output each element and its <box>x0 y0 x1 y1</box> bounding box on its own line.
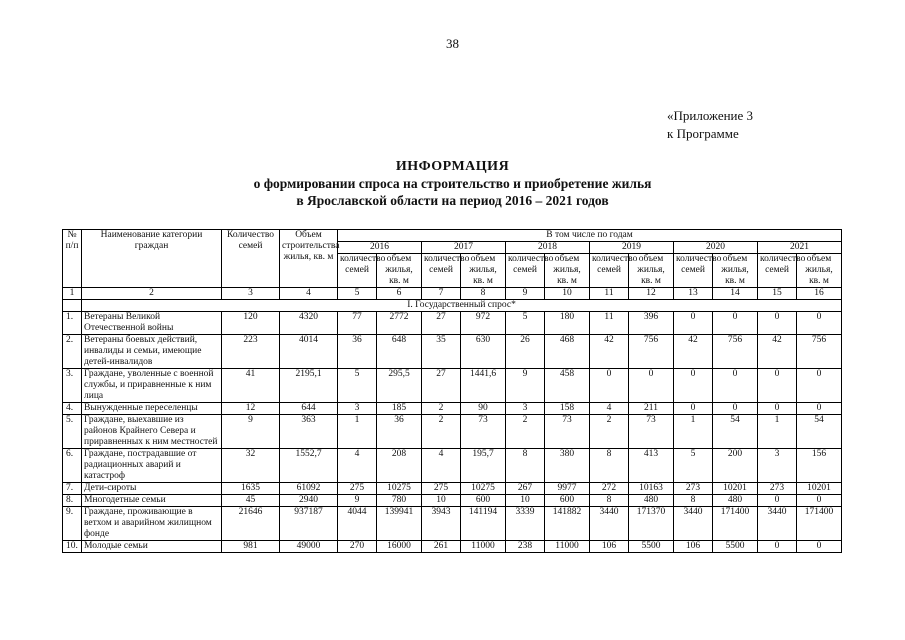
year-volume: 36 <box>377 415 422 449</box>
year-families: 238 <box>506 541 545 553</box>
year-families: 27 <box>422 369 461 403</box>
column-number: 13 <box>674 288 713 300</box>
year-volume: 54 <box>797 415 842 449</box>
sub-header-families: количество семей <box>506 254 545 288</box>
table-row <box>63 483 842 495</box>
row-families: 120 <box>222 312 280 335</box>
year-families: 2 <box>422 403 461 415</box>
row-category: Граждане, уволенные с военной службы, и приравненные к ним лица <box>82 369 222 403</box>
year-volume: 10201 <box>797 483 842 495</box>
appendix-line-2: к Программе <box>667 126 739 141</box>
row-category: Ветераны Великой Отечественной войны <box>82 312 222 335</box>
year-families: 8 <box>506 449 545 483</box>
row-number: 5. <box>63 415 82 449</box>
column-number: 12 <box>629 288 674 300</box>
year-families: 267 <box>506 483 545 495</box>
year-families: 5 <box>338 369 377 403</box>
appendix-note <box>667 107 753 143</box>
column-number: 1 <box>63 288 82 300</box>
row-families: 41 <box>222 369 280 403</box>
year-families: 3440 <box>758 507 797 541</box>
column-number: 14 <box>713 288 758 300</box>
column-number: 10 <box>545 288 590 300</box>
year-volume: 0 <box>713 403 758 415</box>
year-volume: 11000 <box>461 541 506 553</box>
year-families: 0 <box>758 312 797 335</box>
row-category: Вынужденные переселенцы <box>82 403 222 415</box>
year-volume: 156 <box>797 449 842 483</box>
year-families: 42 <box>590 335 629 369</box>
table-row <box>63 312 842 335</box>
year-volume: 756 <box>713 335 758 369</box>
year-volume: 780 <box>377 495 422 507</box>
year-families: 10 <box>422 495 461 507</box>
row-category: Дети-сироты <box>82 483 222 495</box>
year-volume: 73 <box>545 415 590 449</box>
row-category: Многодетные семьи <box>82 495 222 507</box>
year-families: 3440 <box>590 507 629 541</box>
year-volume: 756 <box>629 335 674 369</box>
title-line-1: ИНФОРМАЦИЯ <box>395 159 510 174</box>
column-number: 11 <box>590 288 629 300</box>
sub-header-volume: объем жилья, кв. м <box>377 254 422 288</box>
row-category: Граждане, проживающие в ветхом и аварийном жилищном фонде <box>82 507 222 541</box>
column-number: 8 <box>461 288 506 300</box>
year-volume: 5500 <box>713 541 758 553</box>
table-row <box>63 449 842 483</box>
year-volume: 180 <box>545 312 590 335</box>
year-families: 0 <box>758 369 797 403</box>
column-number: 7 <box>422 288 461 300</box>
year-volume: 200 <box>713 449 758 483</box>
sub-header-families: количество семей <box>758 254 797 288</box>
year-volume: 5500 <box>629 541 674 553</box>
year-families: 270 <box>338 541 377 553</box>
year-volume: 295,5 <box>377 369 422 403</box>
year-volume: 185 <box>377 403 422 415</box>
column-number: 16 <box>797 288 842 300</box>
column-number: 2 <box>82 288 222 300</box>
year-volume: 10163 <box>629 483 674 495</box>
year-header: 2021 <box>758 242 842 254</box>
year-header: 2017 <box>422 242 506 254</box>
year-volume: 158 <box>545 403 590 415</box>
header-volume: Объем строительства жилья, кв. м <box>280 230 338 288</box>
row-number: 7. <box>63 483 82 495</box>
year-families: 36 <box>338 335 377 369</box>
row-number: 9. <box>63 507 82 541</box>
year-volume: 0 <box>797 369 842 403</box>
year-families: 3339 <box>506 507 545 541</box>
year-volume: 54 <box>713 415 758 449</box>
year-volume: 73 <box>461 415 506 449</box>
year-volume: 90 <box>461 403 506 415</box>
year-volume: 0 <box>797 495 842 507</box>
table-row <box>63 495 842 507</box>
sub-header-volume: объем жилья, кв. м <box>629 254 674 288</box>
row-number: 1. <box>63 312 82 335</box>
year-volume: 413 <box>629 449 674 483</box>
year-families: 275 <box>422 483 461 495</box>
year-volume: 972 <box>461 312 506 335</box>
year-families: 272 <box>590 483 629 495</box>
year-volume: 648 <box>377 335 422 369</box>
year-header: 2019 <box>590 242 674 254</box>
header-category: Наименование категории граждан <box>82 230 222 288</box>
year-volume: 10275 <box>377 483 422 495</box>
year-families: 3 <box>338 403 377 415</box>
year-volume: 600 <box>461 495 506 507</box>
year-volume: 9977 <box>545 483 590 495</box>
year-volume: 458 <box>545 369 590 403</box>
header-families: Количество семей <box>222 230 280 288</box>
sub-header-volume: объем жилья, кв. м <box>461 254 506 288</box>
column-number: 3 <box>222 288 280 300</box>
sub-header-families: количество семей <box>590 254 629 288</box>
sub-header-families: количество семей <box>422 254 461 288</box>
year-families: 4 <box>422 449 461 483</box>
row-number: 3. <box>63 369 82 403</box>
row-volume: 61092 <box>280 483 338 495</box>
year-volume: 11000 <box>545 541 590 553</box>
row-families: 1635 <box>222 483 280 495</box>
year-families: 2 <box>506 415 545 449</box>
year-header: 2018 <box>506 242 590 254</box>
year-families: 1 <box>758 415 797 449</box>
title-line-2: о формировании спроса на строительство и приобретение жилья <box>253 176 652 191</box>
row-category: Граждане, выехавшие из районов Крайнего Севера и приравненных к ним местностей <box>82 415 222 449</box>
header-row-1 <box>63 230 842 242</box>
year-volume: 396 <box>629 312 674 335</box>
year-families: 0 <box>674 403 713 415</box>
year-families: 2 <box>422 415 461 449</box>
year-families: 273 <box>758 483 797 495</box>
year-volume: 756 <box>797 335 842 369</box>
row-number: 4. <box>63 403 82 415</box>
row-families: 45 <box>222 495 280 507</box>
row-number: 2. <box>63 335 82 369</box>
row-number: 8. <box>63 495 82 507</box>
table-row <box>63 541 842 553</box>
year-volume: 141882 <box>545 507 590 541</box>
year-volume: 10275 <box>461 483 506 495</box>
year-volume: 0 <box>713 312 758 335</box>
row-category: Молодые семьи <box>82 541 222 553</box>
year-families: 4 <box>590 403 629 415</box>
row-volume: 1552,7 <box>280 449 338 483</box>
year-families: 0 <box>758 541 797 553</box>
year-families: 1 <box>338 415 377 449</box>
year-families: 3440 <box>674 507 713 541</box>
sub-header-families: количество семей <box>674 254 713 288</box>
year-families: 77 <box>338 312 377 335</box>
row-category: Граждане, пострадавшие от радиационных аварий и катастроф <box>82 449 222 483</box>
year-volume: 630 <box>461 335 506 369</box>
year-families: 42 <box>758 335 797 369</box>
year-volume: 380 <box>545 449 590 483</box>
row-volume: 4320 <box>280 312 338 335</box>
row-families: 12 <box>222 403 280 415</box>
year-volume: 141194 <box>461 507 506 541</box>
year-families: 8 <box>674 495 713 507</box>
year-families: 1 <box>674 415 713 449</box>
year-volume: 0 <box>797 403 842 415</box>
year-families: 8 <box>590 449 629 483</box>
appendix-line-1: «Приложение 3 <box>667 108 754 123</box>
row-families: 981 <box>222 541 280 553</box>
year-families: 3943 <box>422 507 461 541</box>
year-volume: 171400 <box>713 507 758 541</box>
year-volume: 211 <box>629 403 674 415</box>
year-header: 2016 <box>338 242 422 254</box>
row-category: Ветераны боевых действий, инвалиды и семьи, имеющие детей-инвалидов <box>82 335 222 369</box>
year-families: 106 <box>590 541 629 553</box>
column-number: 15 <box>758 288 797 300</box>
year-volume: 16000 <box>377 541 422 553</box>
demand-table <box>62 229 842 553</box>
year-families: 4044 <box>338 507 377 541</box>
year-families: 275 <box>338 483 377 495</box>
year-families: 0 <box>674 369 713 403</box>
year-families: 0 <box>758 403 797 415</box>
year-families: 3 <box>758 449 797 483</box>
year-volume: 0 <box>797 541 842 553</box>
column-number-row <box>63 288 842 300</box>
column-number: 4 <box>280 288 338 300</box>
title-line-3: в Ярославской области на период 2016 – 2021 годов <box>296 193 609 208</box>
year-families: 4 <box>338 449 377 483</box>
year-families: 273 <box>674 483 713 495</box>
year-volume: 195,7 <box>461 449 506 483</box>
year-families: 8 <box>590 495 629 507</box>
year-families: 26 <box>506 335 545 369</box>
table-row <box>63 335 842 369</box>
year-volume: 0 <box>797 312 842 335</box>
table-row <box>63 415 842 449</box>
row-number: 10. <box>63 541 82 553</box>
row-families: 9 <box>222 415 280 449</box>
year-families: 0 <box>758 495 797 507</box>
row-families: 223 <box>222 335 280 369</box>
year-volume: 0 <box>713 369 758 403</box>
year-volume: 480 <box>713 495 758 507</box>
year-families: 106 <box>674 541 713 553</box>
table-row <box>63 369 842 403</box>
header-by-years: В том числе по годам <box>338 230 842 242</box>
year-volume: 171370 <box>629 507 674 541</box>
row-volume: 2940 <box>280 495 338 507</box>
year-volume: 0 <box>629 369 674 403</box>
row-volume: 644 <box>280 403 338 415</box>
row-volume: 4014 <box>280 335 338 369</box>
document-title <box>0 158 905 209</box>
year-families: 5 <box>506 312 545 335</box>
year-families: 11 <box>590 312 629 335</box>
year-families: 261 <box>422 541 461 553</box>
row-number: 6. <box>63 449 82 483</box>
year-families: 35 <box>422 335 461 369</box>
year-families: 0 <box>590 369 629 403</box>
year-volume: 2772 <box>377 312 422 335</box>
section-row <box>63 300 842 312</box>
year-volume: 1441,6 <box>461 369 506 403</box>
section-title: I. Государственный спрос* <box>82 300 842 312</box>
table-row <box>63 403 842 415</box>
sub-header-volume: объем жилья, кв. м <box>797 254 842 288</box>
row-volume: 363 <box>280 415 338 449</box>
year-families: 0 <box>674 312 713 335</box>
row-volume: 49000 <box>280 541 338 553</box>
sub-header-families: количество семей <box>338 254 377 288</box>
year-families: 5 <box>674 449 713 483</box>
year-families: 10 <box>506 495 545 507</box>
sub-header-volume: объем жилья, кв. м <box>713 254 758 288</box>
year-volume: 600 <box>545 495 590 507</box>
year-families: 2 <box>590 415 629 449</box>
row-families: 32 <box>222 449 280 483</box>
column-number: 5 <box>338 288 377 300</box>
column-number: 6 <box>377 288 422 300</box>
year-volume: 73 <box>629 415 674 449</box>
year-volume: 208 <box>377 449 422 483</box>
page-number: 38 <box>446 36 459 51</box>
year-volume: 468 <box>545 335 590 369</box>
table-row <box>63 507 842 541</box>
year-volume: 480 <box>629 495 674 507</box>
year-volume: 171400 <box>797 507 842 541</box>
year-header: 2020 <box>674 242 758 254</box>
column-number: 9 <box>506 288 545 300</box>
year-families: 3 <box>506 403 545 415</box>
row-volume: 937187 <box>280 507 338 541</box>
row-families: 21646 <box>222 507 280 541</box>
year-families: 9 <box>338 495 377 507</box>
sub-header-volume: объем жилья, кв. м <box>545 254 590 288</box>
year-families: 42 <box>674 335 713 369</box>
year-families: 9 <box>506 369 545 403</box>
year-volume: 139941 <box>377 507 422 541</box>
year-families: 27 <box>422 312 461 335</box>
row-volume: 2195,1 <box>280 369 338 403</box>
header-num: № п/п <box>63 230 82 288</box>
year-volume: 10201 <box>713 483 758 495</box>
